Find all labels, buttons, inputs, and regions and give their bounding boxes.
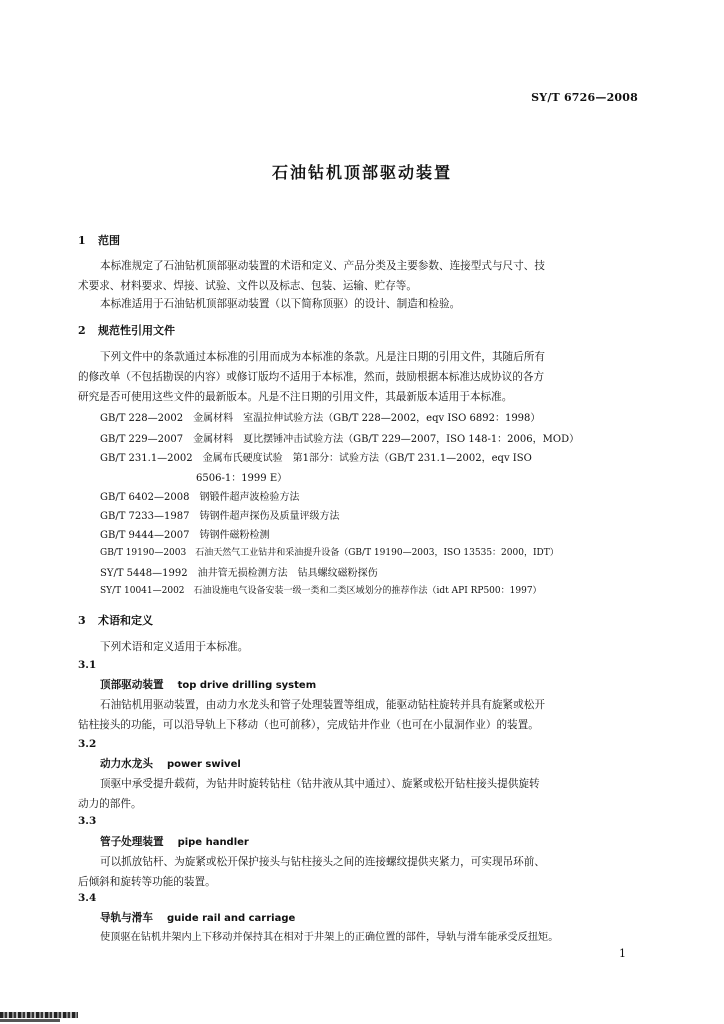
paragraph-line: 的修改单（不包括勘误的内容）或修订版均不适用于本标准，然而，鼓励根据本标准达成协议的各方 bbox=[78, 371, 545, 383]
reference-item: GB/T 9444—2007 铸钢件磁粉检测 bbox=[100, 530, 270, 541]
definition-line: 石油钻机用驱动装置，由动力水龙头和管子处理装置等组成，能驱动钻柱旋转并具有旋紧或松开 bbox=[100, 699, 545, 711]
section-number: 2 bbox=[78, 324, 86, 337]
section-title: 规范性引用文件 bbox=[98, 324, 175, 337]
definition-line: 可以抓放钻杆、为旋紧或松开保护接头与钻柱接头之间的连接螺纹提供夹紧力，可实现吊环前、 bbox=[100, 856, 545, 868]
reference-item: GB/T 19190—2003 石油天然气工业钻井和采油提升设备（GB/T 19190—2003，ISO 13535：2000，IDT） bbox=[100, 548, 559, 558]
section-title: 范围 bbox=[98, 234, 120, 247]
section-title: 术语和定义 bbox=[98, 614, 153, 627]
paragraph-line: 本标准适用于石油钻机顶部驱动装置（以下简称顶驱）的设计、制造和检验。 bbox=[100, 298, 461, 310]
reference-item: SY/T 10041—2002 石油设施电气设备安装一级一类和二类区域划分的推荐作法（idt API RP500：1997） bbox=[100, 586, 542, 596]
reference-item-continuation: 6506-1：1999 E） bbox=[196, 473, 288, 484]
term-heading bbox=[100, 910, 295, 925]
term-chinese: 顶部驱动装置 bbox=[100, 679, 164, 691]
term-chinese: 导轨与滑车 bbox=[100, 912, 153, 924]
paragraph-line: 术要求、材料要求、焊接、试验、文件以及标志、包装、运输、贮存等。 bbox=[78, 280, 417, 292]
term-heading bbox=[100, 756, 241, 771]
section-2-heading bbox=[78, 322, 175, 338]
paragraph-line: 下列文件中的条款通过本标准的引用而成为本标准的条款。凡是注日期的引用文件，其随后所有 bbox=[100, 351, 545, 363]
section-number: 3 bbox=[78, 614, 86, 627]
section-number: 1 bbox=[78, 234, 86, 247]
reference-item: GB/T 7233—1987 铸钢件超声探伤及质量评级方法 bbox=[100, 511, 340, 522]
paragraph-line: 研究是否可使用这些文件的最新版本。凡是不注日期的引用文件，其最新版本适用于本标准。 bbox=[78, 391, 513, 403]
page-number: 1 bbox=[619, 947, 626, 960]
term-number: 3.1 bbox=[78, 659, 97, 671]
term-number: 3.2 bbox=[78, 738, 97, 750]
document-title: 石油钻机顶部驱动装置 bbox=[271, 163, 452, 182]
section-3-heading bbox=[78, 612, 153, 628]
reference-item: GB/T 231.1—2002 金属布氏硬度试验 第1部分：试验方法（GB/T 231.1—2002，eqv ISO bbox=[100, 453, 532, 464]
reference-item: SY/T 5448—1992 油井管无损检测方法 钻具螺纹磁粉探伤 bbox=[100, 568, 378, 579]
term-chinese: 动力水龙头 bbox=[100, 758, 153, 770]
scan-artifact bbox=[0, 1019, 60, 1022]
section-1-heading bbox=[78, 232, 120, 248]
term-heading bbox=[100, 677, 316, 692]
definition-line: 钻柱接头的功能，可以沿导轨上下移动（也可前移），完成钻井作业（也可在小鼠洞作业）的装置。 bbox=[78, 719, 539, 731]
definition-line: 使顶驱在钻机井架内上下移动并保持其在相对于井架上的正确位置的部件，导轨与滑车能承受反扭矩。 bbox=[100, 932, 559, 943]
term-heading bbox=[100, 834, 249, 849]
definition-line: 顶驱中承受提升载荷，为钻井时旋转钻柱（钻井液从其中通过）、旋紧或松开钻柱接头提供旋转 bbox=[100, 778, 540, 790]
scan-artifact bbox=[0, 1012, 78, 1018]
definition-line: 动力的部件。 bbox=[78, 798, 142, 810]
term-chinese: 管子处理装置 bbox=[100, 836, 164, 848]
term-english: guide rail and carriage bbox=[166, 913, 296, 924]
standard-code: SY/T 6726—2008 bbox=[531, 91, 638, 104]
term-number: 3.3 bbox=[78, 815, 97, 827]
term-english: power swivel bbox=[166, 759, 241, 770]
definition-line: 后倾斜和旋转等功能的装置。 bbox=[78, 876, 216, 888]
paragraph-line: 下列术语和定义适用于本标准。 bbox=[100, 641, 249, 653]
term-number: 3.4 bbox=[78, 892, 97, 904]
reference-item: GB/T 6402—2008 钢锻件超声波检验方法 bbox=[100, 492, 300, 503]
paragraph-line: 本标准规定了石油钻机顶部驱动装置的术语和定义、产品分类及主要参数、连接型式与尺寸、技 bbox=[100, 260, 545, 272]
reference-item: GB/T 229—2007 金属材料 夏比摆锤冲击试验方法（GB/T 229—2007，ISO 148-1：2006，MOD） bbox=[100, 434, 580, 445]
term-english: top drive drilling system bbox=[177, 680, 317, 691]
term-english: pipe handler bbox=[177, 837, 249, 848]
reference-item: GB/T 228—2002 金属材料 室温拉伸试验方法（GB/T 228—2002，eqv ISO 6892：1998） bbox=[100, 413, 541, 424]
